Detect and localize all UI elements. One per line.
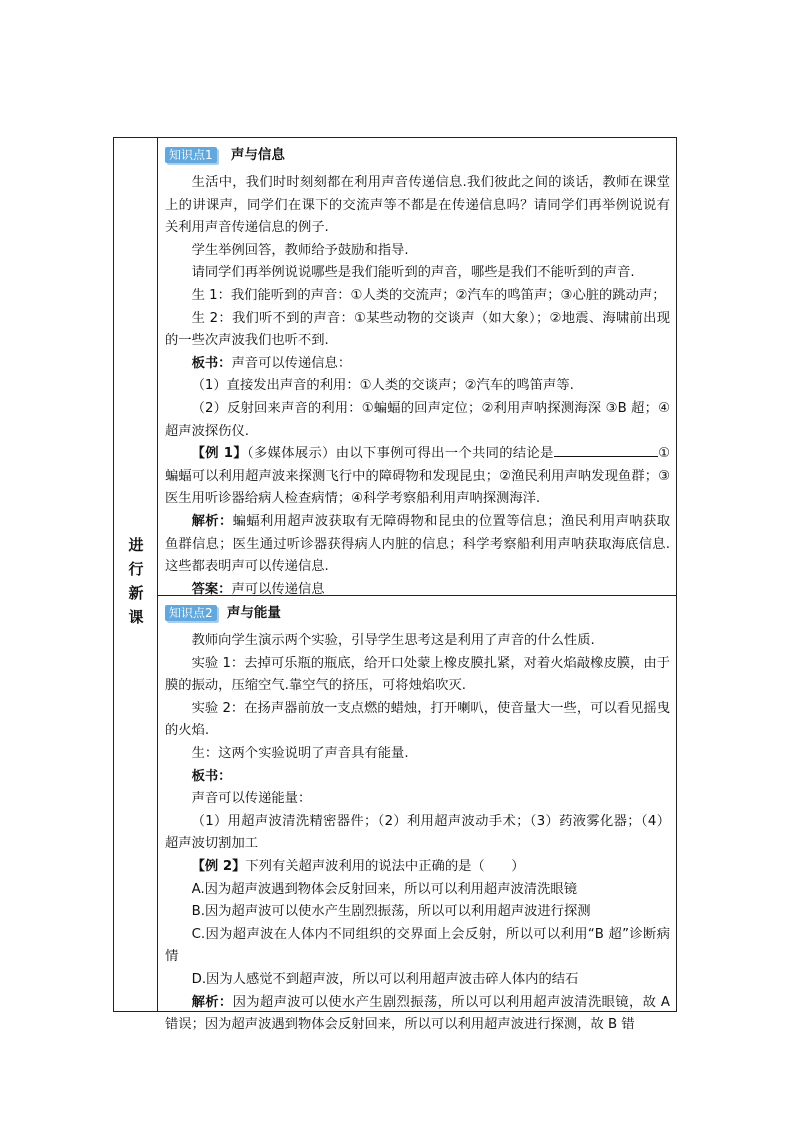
side-column xyxy=(114,138,158,1011)
board-label: 板书： xyxy=(191,355,232,371)
option-c: C.因为超声波在人体内不同组织的交界面上会反射，所以可以利用“B 超”诊断病情 xyxy=(165,926,670,965)
example-label: 【例 2】 xyxy=(191,858,246,874)
example-1 xyxy=(165,443,670,511)
knowledge-point-badge: 知识点1 xyxy=(165,147,217,163)
answer-label: 答案： xyxy=(191,581,232,597)
section-title: 声与信息 xyxy=(230,147,285,163)
side-label xyxy=(114,533,158,629)
option-a: A.因为超声波遇到物体会反射回来，所以可以利用超声波清洗眼镜 xyxy=(191,881,577,897)
analysis xyxy=(165,511,670,579)
paragraph: 实验 1：去掉可乐瓶的瓶底，给开口处蒙上橡皮膜扎紧，对着火焰敲橡皮膜，由于膜的振动，压缩空气.靠空气的挤压，可将烛焰吹灭. xyxy=(165,655,670,694)
example-2 xyxy=(165,856,670,879)
analysis-text: 蝙蝠利用超声波获取有无障碍物和昆虫的位置等信息；渔民利用声呐获取鱼群信息；医生通过听诊器获得病人内脏的信息；科学考察船利用声呐获取海底信息.这些都表明声可以传递信息. xyxy=(165,513,671,575)
section-title: 声与能量 xyxy=(226,605,281,621)
board-item: （1）直接发出声音的利用：①人类的交谈声；②汽车的鸣笛声等. xyxy=(191,378,574,394)
board-line xyxy=(165,353,670,376)
option-b: B.因为超声波可以使水产生剧烈振荡，所以可以利用超声波进行探测 xyxy=(191,904,591,920)
side-char: 进 xyxy=(128,536,144,554)
section-header xyxy=(165,144,670,172)
example-label: 【例 1】 xyxy=(191,446,248,462)
lesson-table xyxy=(113,137,677,1033)
paragraph: 学生举例回答，教师给予鼓励和指导. xyxy=(191,242,409,258)
paragraph: 生：这两个实验说明了声音具有能量. xyxy=(191,745,409,761)
example-question: （多媒体展示）由以下事例可得出一个共同的结论是 xyxy=(247,446,554,462)
answer-text: 声可以传递信息 xyxy=(231,581,325,597)
option-d: D.因为人感觉不到超声波，所以可以利用超声波击碎人体内的结石 xyxy=(191,971,579,987)
paragraph: 请同学们再举例说说哪些是我们能听到的声音，哪些是我们不能听到的声音. xyxy=(191,265,635,281)
section-header xyxy=(165,602,670,630)
example-cases: ①蝙蝠可以利用超声波来探测飞行中的障碍物和发现昆虫；②渔民利用声呐发现鱼群；③医生用听诊器给病人检查病情；④科学考察船利用声呐探测海洋. xyxy=(165,446,670,507)
board-item: （1）用超声波清洗精密器件；（2）利用超声波动手术；（3）药液雾化器；（4）超声波切割加工 xyxy=(165,813,670,852)
side-char: 新 xyxy=(128,584,144,602)
analysis xyxy=(165,992,670,1037)
answer-blank xyxy=(554,443,658,457)
side-char: 课 xyxy=(128,608,144,626)
board-item: （2）反射回来声音的利用：①蝙蝠的回声定位；②利用声呐探测海深 ③B 超；④超声波探伤仪. xyxy=(165,400,670,439)
paragraph: 教师向学生演示两个实验，引导学生思考这是利用了声音的什么性质. xyxy=(191,633,595,648)
paragraph: 生 1：我们能听到的声音：①人类的交流声；②汽车的鸣笛声；③心脏的跳动声； xyxy=(191,287,666,303)
paragraph: 生活中，我们时时刻刻都在利用声音传递信息.我们彼此之间的谈话，教师在课堂上的讲课声，同学们在课下的交流声等不都是在传递信息吗？请同学们再举例说说有关利用声音传递信息的例子. xyxy=(165,175,670,236)
board-label: 板书： xyxy=(191,768,232,784)
section-sound-energy xyxy=(158,596,676,1033)
knowledge-point-badge: 知识点2 xyxy=(165,605,217,621)
example-question: 下列有关超声波利用的说法中正确的是（ ） xyxy=(245,858,525,874)
side-char: 行 xyxy=(128,560,144,578)
board-label-line xyxy=(165,766,670,789)
board-text: 声音可以传递信息： xyxy=(231,355,352,371)
paragraph: 实验 2：在扬声器前放一支点燃的蜡烛，打开喇叭，使音量大一些，可以看见摇曳的火焰. xyxy=(165,700,670,739)
paragraph: 生 2：我们听不到的声音：①某些动物的交谈声（如大象）；②地震、海啸前出现的一些次声波我们也听不到. xyxy=(165,310,670,349)
analysis-text: 因为超声波可以使水产生剧烈振荡，所以可以利用超声波清洗眼镜，故 A 错误；因为超声波遇到物体会反射回来，所以可以利用超声波进行探测，故 B 错 xyxy=(165,994,671,1033)
section-sound-information xyxy=(158,138,676,596)
analysis-label: 解析： xyxy=(191,513,233,529)
analysis-label: 解析： xyxy=(191,994,233,1010)
board-text: 声音可以传递能量： xyxy=(191,791,312,807)
